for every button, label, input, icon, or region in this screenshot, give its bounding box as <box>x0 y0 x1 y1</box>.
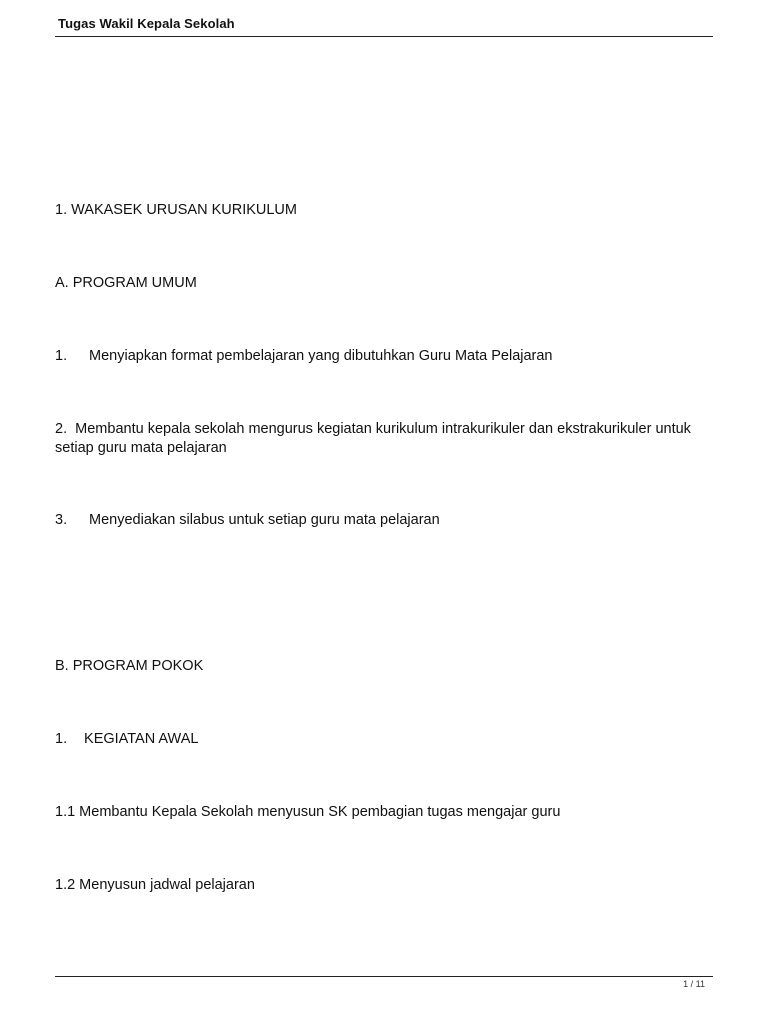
list-item-number: 1. <box>55 348 68 364</box>
subheading-text: KEGIATAN AWAL <box>84 731 199 747</box>
subheading-number: 1. <box>55 731 68 747</box>
list-item-text: Membantu kepala sekolah mengurus kegiatan kurikulum intrakurikuler dan ekstrakurikuler untuk setiap guru mata pelajaran <box>55 421 691 456</box>
list-item-text: Menyediakan silabus untuk setiap guru mata pelajaran <box>89 512 440 528</box>
list-item-number: 2. <box>55 421 68 437</box>
list-item-number: 3. <box>55 512 68 528</box>
page-number: 1 / 11 <box>683 979 705 989</box>
heading-program-umum: A. PROGRAM UMUM <box>55 275 197 291</box>
page-header <box>55 0 713 37</box>
page-footer <box>55 976 713 997</box>
list-item: 1.2 Menyusun jadwal pelajaran <box>55 877 255 893</box>
list-item <box>55 511 715 530</box>
section-heading-kurikulum: 1. WAKASEK URUSAN KURIKULUM <box>55 202 297 218</box>
list-item <box>55 347 715 366</box>
heading-program-pokok: B. PROGRAM POKOK <box>55 658 204 674</box>
list-item <box>55 420 715 458</box>
subheading-kegiatan-awal <box>55 730 715 749</box>
list-item-text: Menyiapkan format pembelajaran yang dibutuhkan Guru Mata Pelajaran <box>89 348 553 364</box>
list-item: 1.1 Membantu Kepala Sekolah menyusun SK pembagian tugas mengajar guru <box>55 804 561 820</box>
header-title: Tugas Wakil Kepala Sekolah <box>58 16 235 31</box>
